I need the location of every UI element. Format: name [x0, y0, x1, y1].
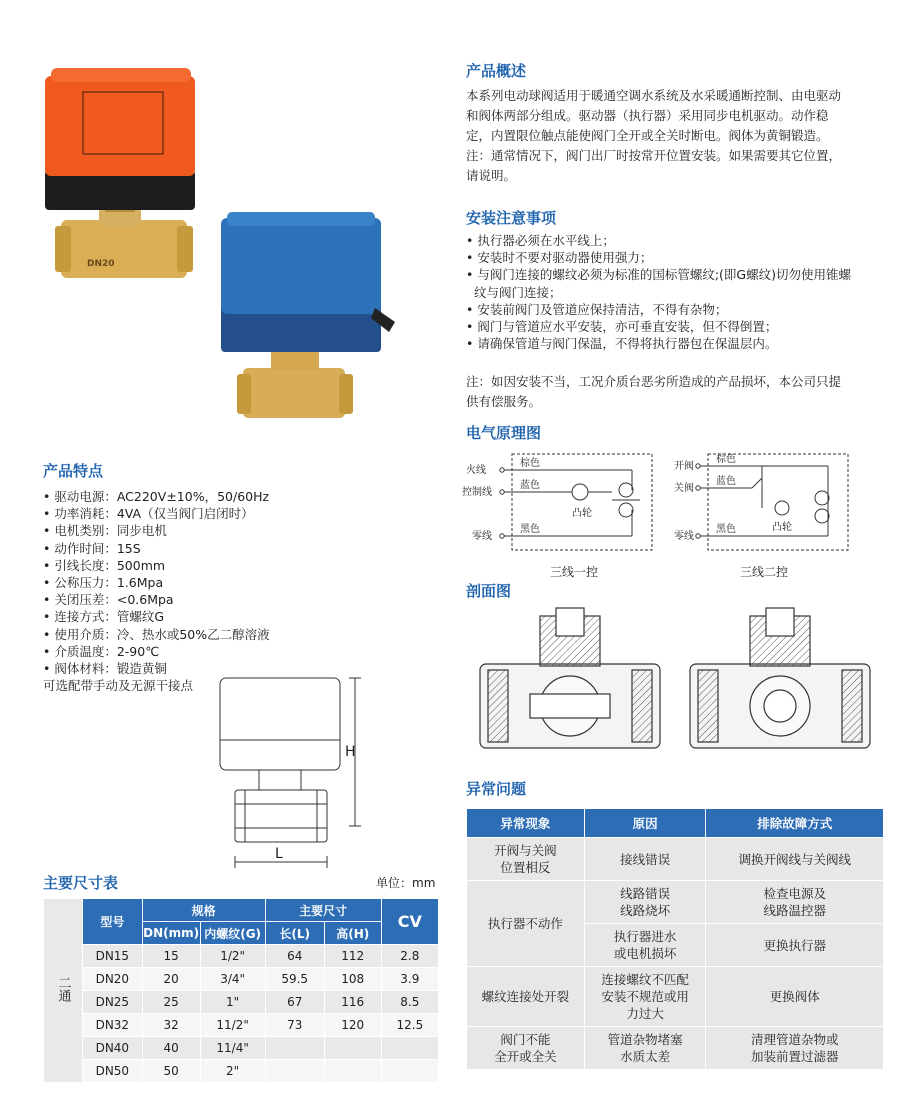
- cell-length: [265, 1060, 324, 1083]
- orange-actuator-valve: [45, 68, 195, 278]
- overview-line: 请说明。: [466, 168, 517, 183]
- section-title: 剖面图: [466, 582, 512, 600]
- wiring-diagrams: [462, 448, 884, 582]
- label-open: 开阀: [674, 461, 694, 472]
- install-title: 安装注意事项: [466, 209, 557, 227]
- label-brown-2: 棕色: [716, 454, 736, 465]
- table-row: [467, 1027, 884, 1070]
- dim-h-label: H: [345, 744, 356, 760]
- cell-cv: 8.5: [381, 991, 438, 1014]
- label-neutral-2: 零线: [674, 531, 694, 542]
- install-note: [466, 372, 841, 412]
- table-row: [44, 991, 439, 1014]
- cell-model: DN40: [83, 1037, 143, 1060]
- cell-model: DN25: [83, 991, 143, 1014]
- install-item: 纹与阀门连接；: [466, 284, 562, 300]
- cell-height: [324, 1037, 381, 1060]
- cell-cause: 执行器进水 或电机损坏: [584, 924, 706, 967]
- feature-item: • 关闭压差：<0.6Mpa: [43, 592, 174, 608]
- cell-cause: 线路错误 线路烧坏: [584, 881, 706, 924]
- header-spec: 规格: [142, 899, 265, 922]
- product-photo: [35, 60, 415, 440]
- cell-dn: 20: [142, 968, 200, 991]
- cell-thread: 11/4": [200, 1037, 265, 1060]
- label-black: 黑色: [520, 524, 540, 535]
- install-item: • 与阀门连接的螺纹必须为标准的国标管螺纹;(即G螺纹)切勿使用锥螺: [466, 267, 851, 283]
- table-row: [44, 1014, 439, 1037]
- section-drawing-left: [480, 608, 660, 748]
- cell-fix: 调换开阀线与关阀线: [706, 838, 884, 881]
- feature-item: • 使用介质：冷、热水或50%乙二醇溶液: [43, 626, 270, 642]
- cell-dn: 50: [142, 1060, 200, 1083]
- table-row: [44, 1037, 439, 1060]
- header-thread: 内螺纹(G): [200, 922, 265, 945]
- cell-length: 67: [265, 991, 324, 1014]
- label-neutral: 零线: [472, 531, 492, 542]
- features-title: 产品特点: [43, 462, 104, 480]
- feature-optional: 可选配带手动及无源干接点: [43, 678, 194, 694]
- overview-line: 和阀体两部分组成。驱动器（执行器）采用同步电机驱动。动作稳: [466, 108, 829, 123]
- header-cv: CV: [381, 899, 438, 945]
- overview-line: 定，内置限位触点能使阀门全开或全关时断电。阀体为黄铜锻造。: [466, 128, 829, 143]
- feature-item: • 功率消耗：4VA（仅当阀门启闭时）: [43, 506, 254, 522]
- cell-cause: 连接螺纹不匹配 安装不规范或用 力过大: [584, 967, 706, 1027]
- cell-dn: 40: [142, 1037, 200, 1060]
- cell-length: 64: [265, 945, 324, 968]
- feature-item: • 驱动电源：AC220V±10%，50/60Hz: [43, 489, 270, 504]
- label-control: 控制线: [462, 487, 492, 498]
- label-black-2: 黑色: [716, 524, 736, 535]
- cell-phenomenon: 阀门不能 全开或全关: [467, 1027, 585, 1070]
- valve-body-text: DN20: [87, 259, 115, 269]
- feature-item: • 介质温度：2-90℃: [43, 643, 160, 659]
- cell-model: DN15: [83, 945, 143, 968]
- cell-cv: 3.9: [381, 968, 438, 991]
- install-item: • 阀门与管道应水平安装，亦可垂直安装，但不得倒置；: [466, 319, 778, 335]
- overview-line: 注：通常情况下，阀门出厂时按常开位置安装。如果需要其它位置，: [466, 148, 842, 163]
- blue-actuator-valve: [221, 212, 395, 418]
- group-cell: [44, 899, 83, 1083]
- cell-thread: 11/2": [200, 1014, 265, 1037]
- cell-cv: [381, 1037, 438, 1060]
- dimensions-title: 主要尺寸表: [43, 874, 119, 892]
- cell-dn: 25: [142, 991, 200, 1014]
- table-row: [44, 1060, 439, 1083]
- cell-length: [265, 1037, 324, 1060]
- overview-line: 本系列电动球阀适用于暖通空调水系统及水采暖通断控制、由电驱动: [466, 88, 842, 103]
- install-note-line: 注：如因安装不当，工况介质台恶劣所造成的产品损坏，本公司只提: [466, 374, 842, 389]
- label-brown: 棕色: [520, 458, 540, 469]
- label-close: 关阀: [674, 483, 694, 494]
- caption-one-control: 三线一控: [550, 565, 599, 579]
- header-fix: 排除故障方式: [706, 809, 884, 838]
- caption-two-control: 三线二控: [740, 565, 789, 579]
- feature-item: • 公称压力：1.6Mpa: [43, 575, 164, 591]
- cell-cv: [381, 1060, 438, 1083]
- cell-height: 108: [324, 968, 381, 991]
- cell-thread: 1/2": [200, 945, 265, 968]
- cell-cv: 12.5: [381, 1014, 438, 1037]
- dimensions-unit: 单位：mm: [376, 876, 436, 890]
- section-drawing-right: [690, 608, 870, 748]
- cell-phenomenon: 执行器不动作: [467, 881, 585, 967]
- cell-height: 116: [324, 991, 381, 1014]
- install-item: • 执行器必须在水平线上；: [466, 233, 615, 248]
- feature-item: • 动作时间：15S: [43, 540, 141, 556]
- cell-thread: 3/4": [200, 968, 265, 991]
- cell-length: 59.5: [265, 968, 324, 991]
- header-length: 长(L): [265, 922, 324, 945]
- cell-thread: 1": [200, 991, 265, 1014]
- table-row: [467, 881, 884, 924]
- cell-model: DN20: [83, 968, 143, 991]
- cell-fix: 清理管道杂物或 加装前置过滤器: [706, 1027, 884, 1070]
- dimension-drawing: [215, 676, 375, 872]
- install-item: • 安装时不要对驱动器使用强力；: [466, 250, 653, 266]
- electrical-title: 电气原理图: [466, 424, 542, 442]
- feature-item: • 引线长度：500mm: [43, 557, 166, 573]
- cell-model: DN32: [83, 1014, 143, 1037]
- section-drawings: [470, 606, 880, 766]
- cell-height: [324, 1060, 381, 1083]
- abnormal-title: 异常问题: [466, 780, 527, 798]
- cell-thread: 2": [200, 1060, 265, 1083]
- cell-fix: 检查电源及 线路温控器: [706, 881, 884, 924]
- cell-dn: 32: [142, 1014, 200, 1037]
- cell-phenomenon: 开阀与关阀 位置相反: [467, 838, 585, 881]
- cell-cause: 管道杂物堵塞 水质太差: [584, 1027, 706, 1070]
- cell-fix: 更换阀体: [706, 967, 884, 1027]
- dimensions-table: [43, 898, 439, 1083]
- feature-item: • 阀体材料：锻造黄铜: [43, 661, 167, 677]
- install-note-line: 供有偿服务。: [466, 394, 542, 409]
- dim-l-label: L: [275, 846, 283, 862]
- overview-text: [466, 86, 841, 186]
- header-dn: DN(mm): [142, 922, 200, 945]
- feature-item: • 连接方式：管螺纹G: [43, 609, 165, 625]
- cell-fix: 更换执行器: [706, 924, 884, 967]
- cell-dn: 15: [142, 945, 200, 968]
- cell-model: DN50: [83, 1060, 143, 1083]
- features-list: [43, 488, 270, 694]
- feature-item: • 电机类别：同步电机: [43, 523, 167, 539]
- header-model: 型号: [83, 899, 143, 945]
- cell-cause: 接线错误: [584, 838, 706, 881]
- cell-phenomenon: 螺纹连接处开裂: [467, 967, 585, 1027]
- cell-height: 120: [324, 1014, 381, 1037]
- table-row: [467, 967, 884, 1027]
- cell-length: 73: [265, 1014, 324, 1037]
- label-cam-2: 凸轮: [772, 522, 792, 533]
- table-row: [44, 968, 439, 991]
- overview-title: 产品概述: [466, 62, 527, 80]
- table-row: [467, 838, 884, 881]
- label-blue-2: 蓝色: [716, 476, 736, 487]
- install-item: • 请确保管道与阀门保温，不得将执行器包在保温层内。: [466, 336, 778, 352]
- label-blue: 蓝色: [520, 480, 540, 491]
- wiring-diagram-two-control: [696, 454, 848, 550]
- install-list: [466, 232, 851, 352]
- label-cam: 凸轮: [572, 508, 592, 519]
- cell-height: 112: [324, 945, 381, 968]
- header-cause: 原因: [584, 809, 706, 838]
- group-label: 二通: [55, 976, 71, 1002]
- cell-cv: 2.8: [381, 945, 438, 968]
- header-phenomenon: 异常现象: [467, 809, 585, 838]
- table-row: [44, 945, 439, 968]
- label-live: 火线: [466, 465, 486, 476]
- abnormal-table: [466, 808, 884, 1070]
- install-item: • 安装前阀门及管道应保持清洁，不得有杂物；: [466, 301, 728, 317]
- header-height: 高(H): [324, 922, 381, 945]
- header-size: 主要尺寸: [265, 899, 381, 922]
